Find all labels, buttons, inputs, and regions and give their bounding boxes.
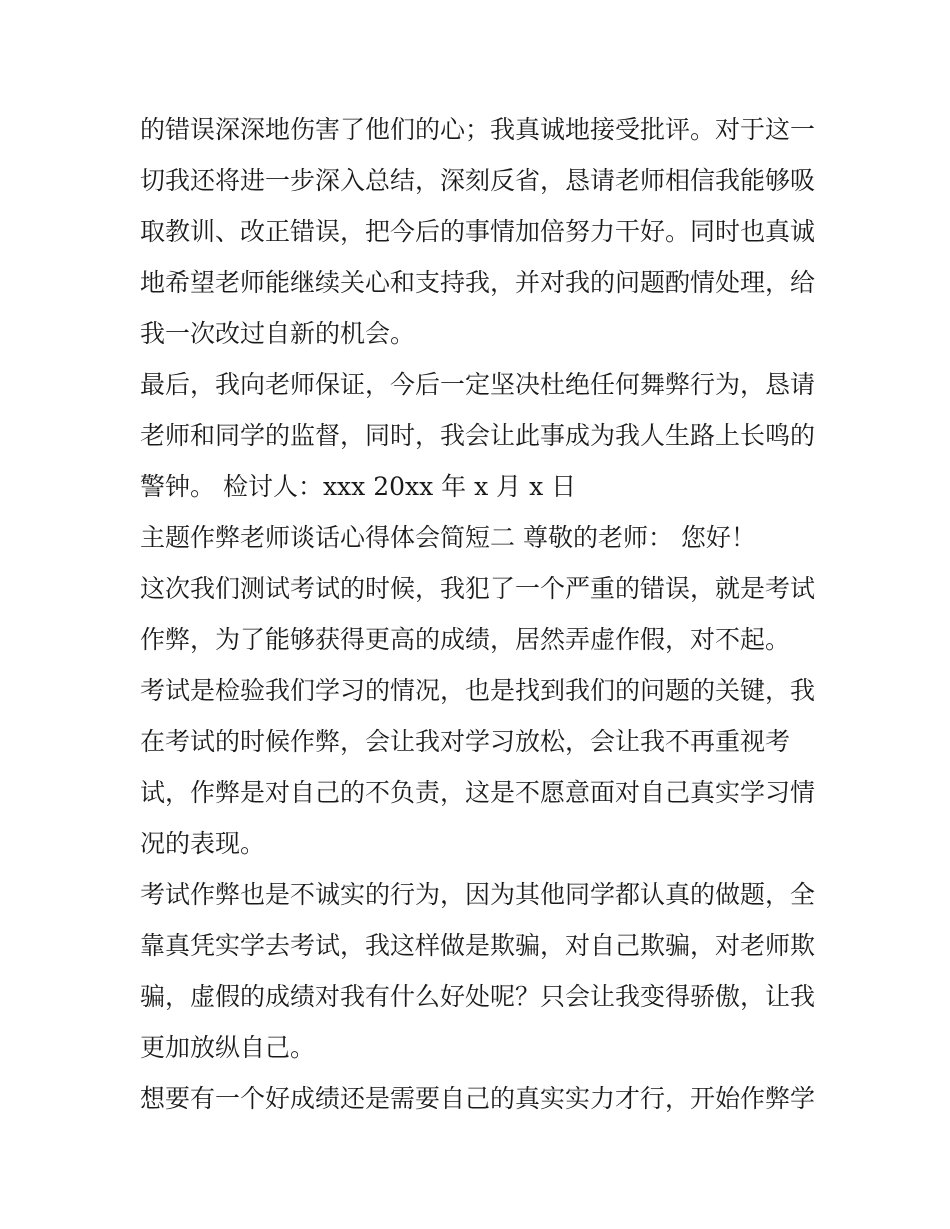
text-line: 靠真凭实学去考试，我这样做是欺骗，对自己欺骗，对老师欺 [140,931,816,960]
text-line: 老师和同学的监督，同时，我会让此事成为我人生路上长鸣的 [140,421,816,450]
text-line: 考试是检验我们学习的情况，也是找到我们的问题的关键，我 [140,676,816,705]
text-line: 试，作弊是对自己的不负责，这是不愿意面对自己真实学习情 [140,778,816,807]
text-line: 在考试的时候作弊，会让我对学习放松，会让我不再重视考 [140,727,791,756]
text-line: 警钟。 检讨人：xxx 20xx 年 x 月 x 日 [140,472,577,501]
text-line: 作弊，为了能够获得更高的成绩，居然弄虚作假，对不起。 [140,625,791,654]
text-line: 地希望老师能继续关心和支持我，并对我的问题酌情处理，给 [140,268,816,297]
text-line: 这次我们测试考试的时候，我犯了一个严重的错误，就是考试 [140,574,816,603]
text-line: 取教训、改正错误，把今后的事情加倍努力干好。同时也真诚 [140,217,816,246]
text-line: 更加放纵自己。 [140,1033,316,1062]
text-line: 骗，虚假的成绩对我有什么好处呢？只会让我变得骄傲，让我 [140,982,816,1011]
text-line: 考试作弊也是不诚实的行为，因为其他同学都认真的做题，全 [140,880,816,909]
text-line: 我一次改过自新的机会。 [140,319,416,348]
text-line: 最后，我向老师保证，今后一定坚决杜绝任何舞弊行为，恳请 [140,370,816,399]
document-body [140,104,820,1124]
text-line: 况的表现。 [140,829,266,858]
section-heading-line: 主题作弊老师谈话心得体会简短二 尊敬的老师： 您好！ [140,523,756,552]
text-line: 的错误深深地伤害了他们的心；我真诚地接受批评。对于这一 [140,115,816,144]
text-line: 切我还将进一步深入总结，深刻反省，恳请老师相信我能够吸 [140,166,816,195]
text-line: 想要有一个好成绩还是需要自己的真实实力才行，开始作弊学 [140,1084,816,1113]
